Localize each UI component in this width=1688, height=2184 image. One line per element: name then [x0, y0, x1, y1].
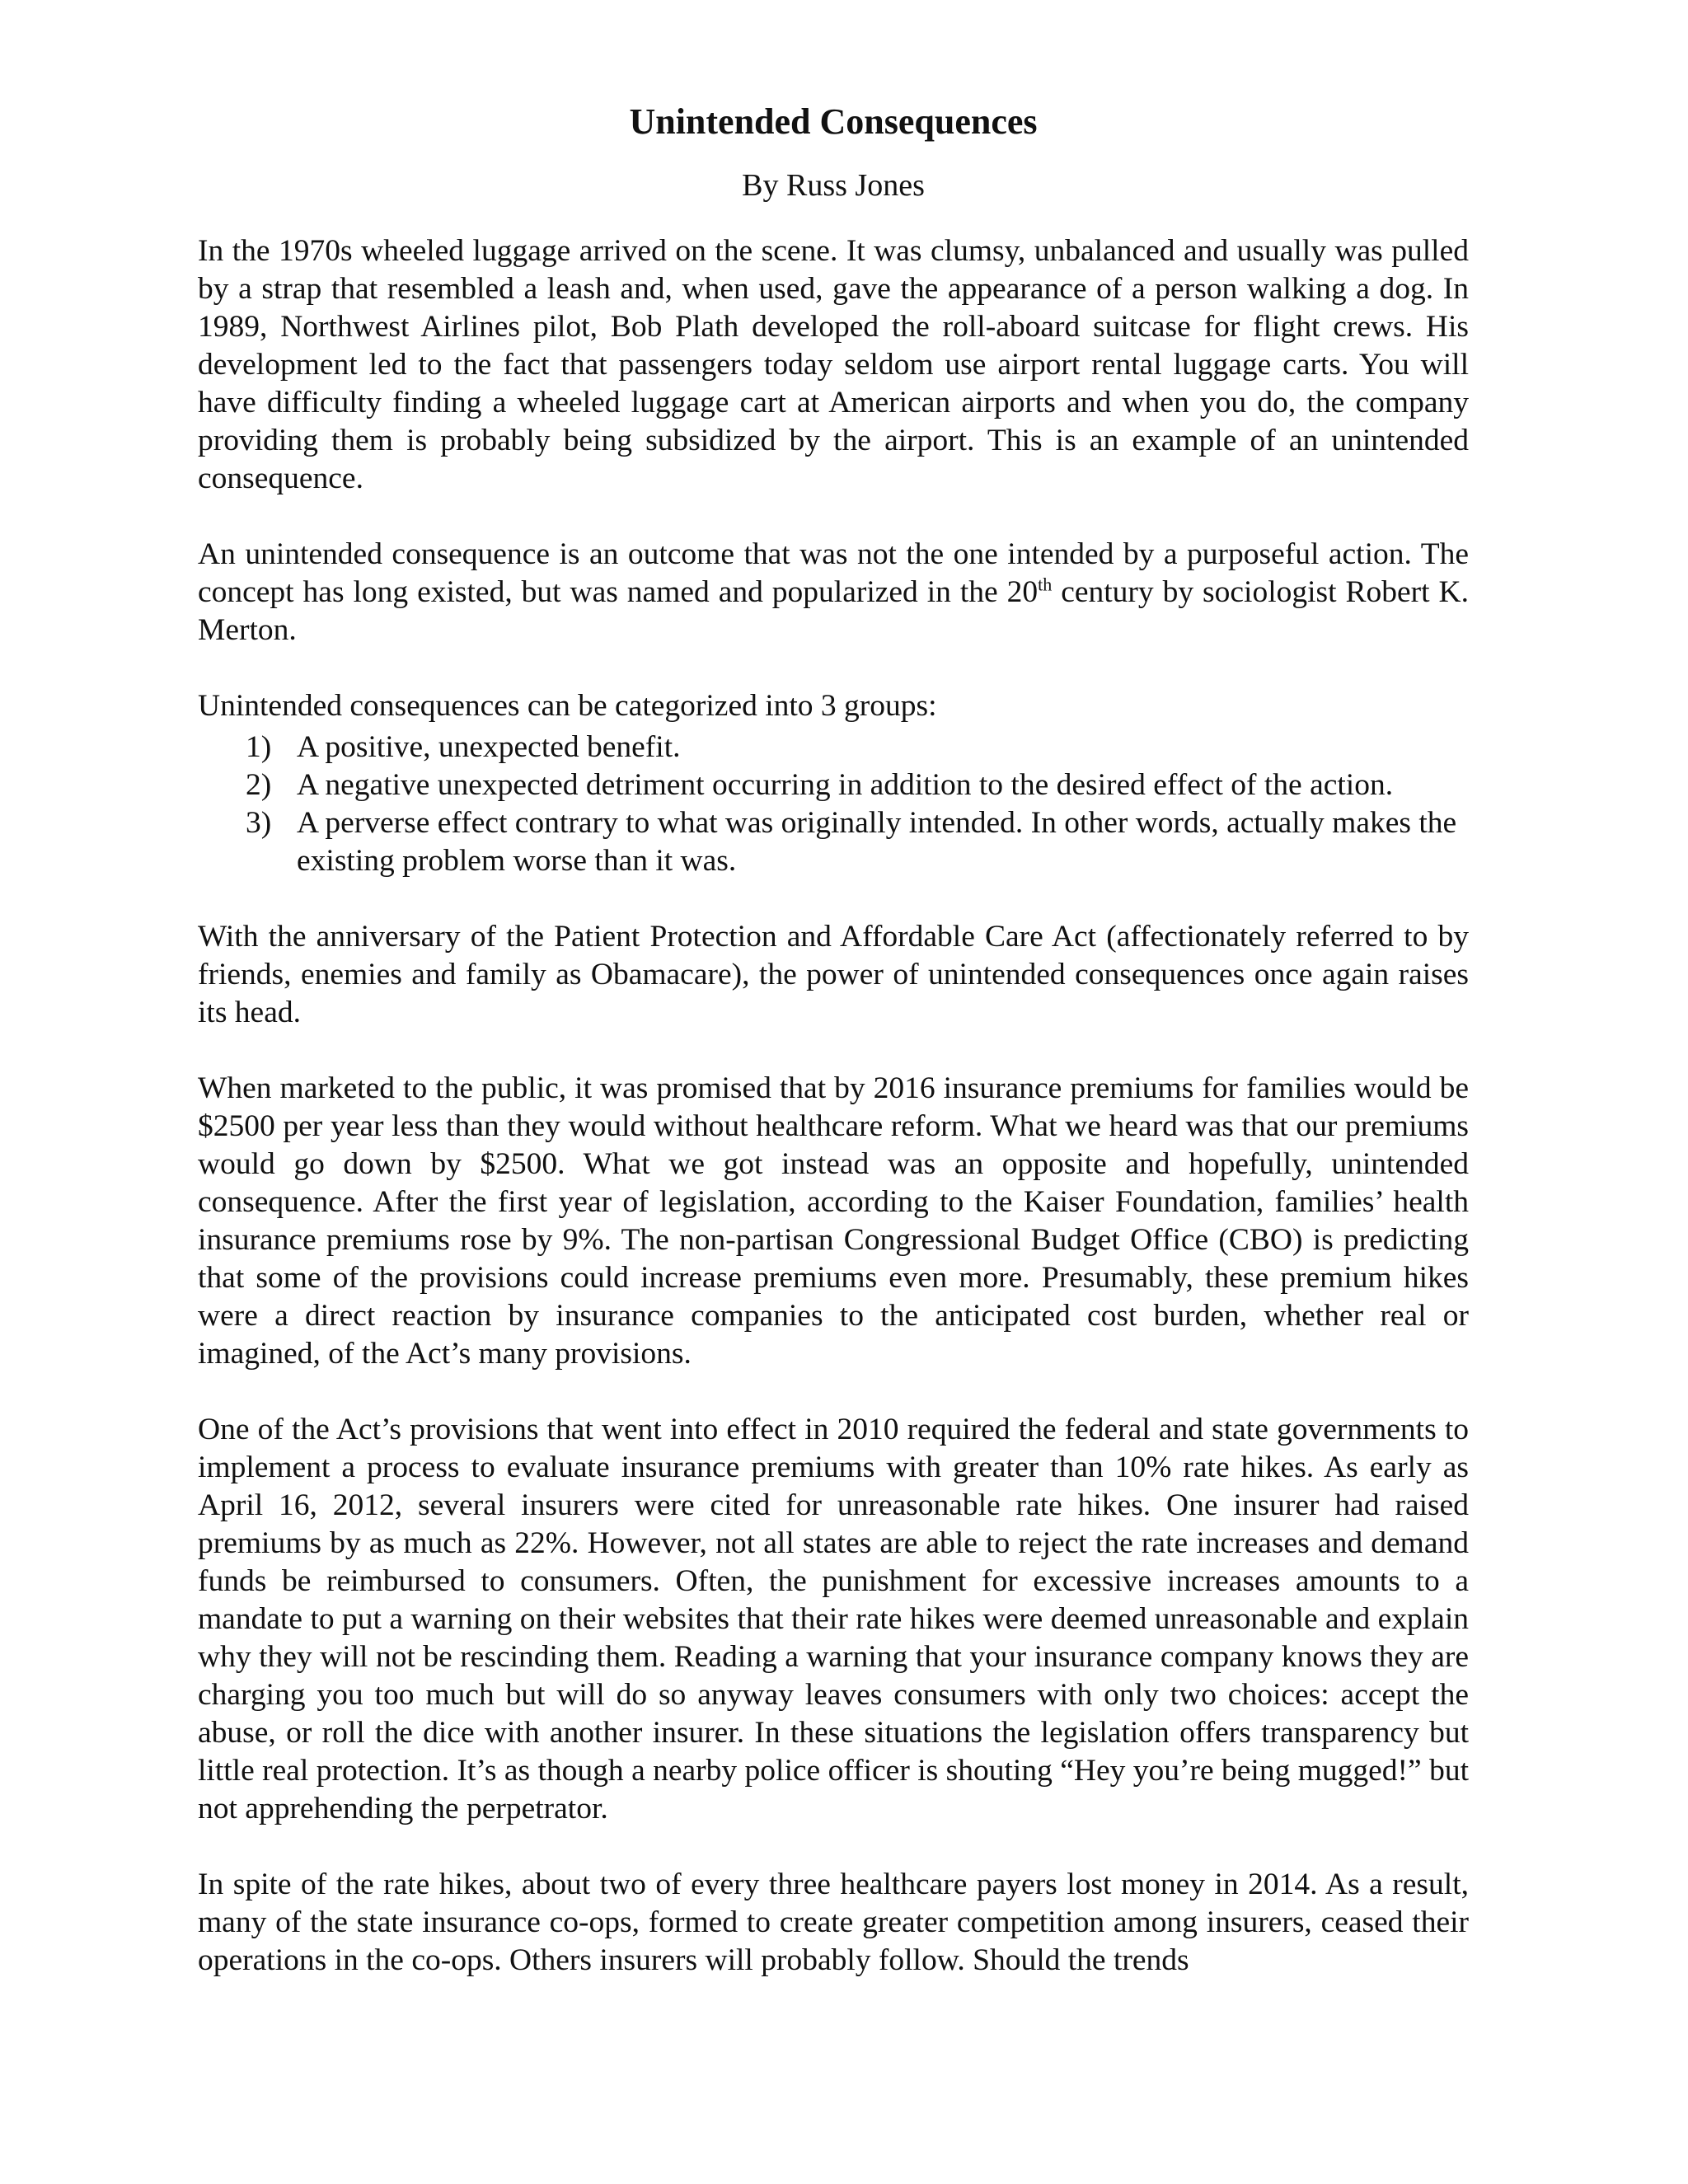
list-item-number: 1) — [246, 730, 272, 764]
list-item — [198, 804, 1469, 880]
paragraph-2-text-a: An unintended consequence is an outcome that was not the one intended by a purposeful action. The concept has long existed, but was named and popularized in the 20 — [198, 537, 1469, 609]
paragraph-3: With the anniversary of the Patient Protection and Affordable Care Act (affectionately referred to by friends, enemies and family as Obamacare), the power of unintended consequences once again raises its head. — [198, 920, 1469, 1029]
list-item-text: A negative unexpected detriment occurring in addition to the desired effect of the action. — [297, 768, 1394, 802]
paragraph-5: One of the Act’s provisions that went into effect in 2010 required the federal and state governments to implement a process to evaluate insurance premiums with greater than 10% rate hikes. As early as April 16, 2012, several insurers were cited for unreasonable rate hikes. One insurer had raised premiums by as much as 22%. However, not all states are able to reject the rate increases and demand funds be reimbursed to consumers. Often, the punishment for excessive increases amounts to a mandate to put a warning on their websites that their rate hikes were deemed unreasonable and explain why they will not be rescinding them. Reading a warning that your insurance company knows they are charging you too much but will do so anyway leaves consumers with only two choices: accept the abuse, or roll the dice with another insurer. In these situations the legislation offers transparency but little real protection. It’s as though a nearby police officer is shouting “Hey you’re being mugged!” but not apprehending the perpetrator. — [198, 1413, 1469, 1825]
consequence-list — [198, 729, 1469, 880]
list-item-text: A perverse effect contrary to what was originally intended. In other words, actually makes the existing problem worse than it was. — [297, 806, 1457, 878]
list-item — [198, 766, 1469, 804]
document-byline: By Russ Jones — [742, 168, 925, 203]
document-title: Unintended Consequences — [629, 101, 1038, 142]
paragraph-1: In the 1970s wheeled luggage arrived on the scene. It was clumsy, unbalanced and usually was pulled by a strap that resembled a leash and, when used, gave the appearance of a person walking a dog. In 1989, Northwest Airlines pilot, Bob Plath developed the roll-aboard suitcase for flight crews. His development led to the fact that passengers today seldom use airport rental luggage carts. You will have difficulty finding a wheeled luggage cart at American airports and when you do, the company providing them is probably being subsidized by the airport. This is an example of an unintended consequence. — [198, 234, 1469, 495]
list-item-number: 2) — [246, 768, 272, 802]
list-item-text: A positive, unexpected benefit. — [297, 730, 681, 764]
list-item-number: 3) — [246, 806, 272, 840]
paragraph-2 — [198, 536, 1469, 649]
paragraph-6: In spite of the rate hikes, about two of every three healthcare payers lost money in 2014. As a result, many of the state insurance co-ops, formed to create greater competition among insurers, ceased their operations in the co-ops. Others insurers will probably follow. Should the trends — [198, 1868, 1469, 1977]
list-item — [198, 729, 1469, 766]
list-intro: Unintended consequences can be categorized into 3 groups: — [198, 689, 937, 723]
paragraph-2-text-b: century by sociologist Robert K. Merton. — [198, 575, 1469, 647]
paragraph-2-superscript: th — [1038, 574, 1053, 595]
document-page — [198, 91, 1469, 1980]
paragraph-4: When marketed to the public, it was promised that by 2016 insurance premiums for families would be $2500 per year less than they would without healthcare reform. What we heard was that our premiums would go down by $2500. What we got instead was an opposite and hopefully, unintended consequence. After the first year of legislation, according to the Kaiser Foundation, families’ health insurance premiums rose by 9%. The non-partisan Congressional Budget Office (CBO) is predicting that some of the provisions could increase premiums even more. Presumably, these premium hikes were a direct reaction by insurance companies to the anticipated cost burden, whether real or imagined, of the Act’s many provisions. — [198, 1071, 1469, 1371]
